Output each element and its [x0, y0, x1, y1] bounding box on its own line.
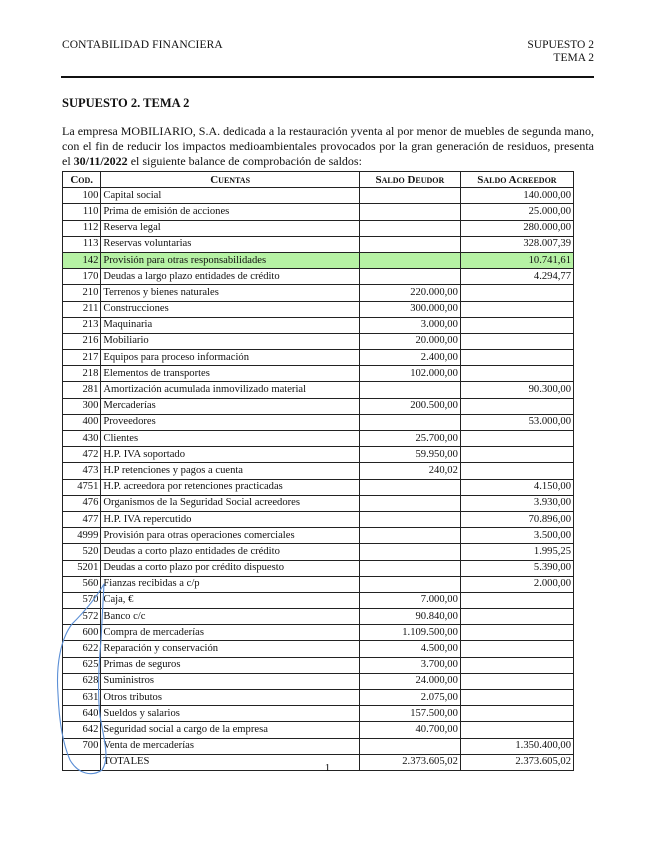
credit-balance — [460, 350, 573, 366]
debit-balance: 20.000,00 — [359, 333, 460, 349]
account-code: 5201 — [63, 560, 101, 576]
account-code: 217 — [63, 350, 101, 366]
table-row — [63, 609, 574, 625]
table-row — [63, 269, 574, 285]
header-topic: TEMA 2 — [553, 52, 594, 64]
account-code: 572 — [63, 609, 101, 625]
table-row — [63, 641, 574, 657]
credit-balance — [460, 317, 573, 333]
debit-balance: 59.950,00 — [359, 447, 460, 463]
debit-balance — [359, 560, 460, 576]
debit-balance — [359, 220, 460, 236]
account-code: 113 — [63, 236, 101, 252]
debit-balance: 90.840,00 — [359, 609, 460, 625]
table-row — [63, 576, 574, 592]
debit-balance: 1.109.500,00 — [359, 625, 460, 641]
debit-balance — [359, 188, 460, 204]
account-code: 700 — [63, 738, 101, 754]
debit-balance: 157.500,00 — [359, 706, 460, 722]
credit-balance: 70.896,00 — [460, 511, 573, 527]
credit-balance — [460, 431, 573, 447]
account-name: Mobiliario — [101, 333, 360, 349]
account-name: Prima de emisión de acciones — [101, 204, 360, 220]
account-code: 170 — [63, 269, 101, 285]
table-row — [63, 528, 574, 544]
account-code: 4999 — [63, 528, 101, 544]
account-name: Amortización acumulada inmovilizado material — [101, 382, 360, 398]
table-row — [63, 479, 574, 495]
debit-balance: 102.000,00 — [359, 366, 460, 382]
account-code: 210 — [63, 285, 101, 301]
account-name: Equipos para proceso información — [101, 350, 360, 366]
table-row — [63, 188, 574, 204]
debit-balance: 2.075,00 — [359, 690, 460, 706]
credit-balance — [460, 706, 573, 722]
debit-balance: 25.700,00 — [359, 431, 460, 447]
account-code: 472 — [63, 447, 101, 463]
credit-balance — [460, 463, 573, 479]
account-code: 640 — [63, 706, 101, 722]
header-cuentas: Cuentas — [101, 172, 360, 188]
account-code: 473 — [63, 463, 101, 479]
debit-balance — [359, 528, 460, 544]
credit-balance — [460, 673, 573, 689]
debit-balance — [359, 382, 460, 398]
credit-balance — [460, 366, 573, 382]
table-row — [63, 722, 574, 738]
account-code: 570 — [63, 592, 101, 608]
account-code: 520 — [63, 544, 101, 560]
account-name: Construcciones — [101, 301, 360, 317]
credit-balance: 1.995,25 — [460, 544, 573, 560]
table-header-row — [63, 172, 574, 188]
table-row — [63, 398, 574, 414]
credit-balance — [460, 609, 573, 625]
account-name: Banco c/c — [101, 609, 360, 625]
debit-balance — [359, 576, 460, 592]
page-number: 1 — [324, 762, 331, 774]
account-name: Terrenos y bienes naturales — [101, 285, 360, 301]
debit-balance: 300.000,00 — [359, 301, 460, 317]
debit-balance — [359, 204, 460, 220]
account-code: 631 — [63, 690, 101, 706]
debit-balance: 220.000,00 — [359, 285, 460, 301]
account-name: Sueldos y salarios — [101, 706, 360, 722]
credit-balance: 4.294,77 — [460, 269, 573, 285]
debit-balance: 24.000,00 — [359, 673, 460, 689]
header-saldo-deudor: Saldo Deudor — [359, 172, 460, 188]
account-name: H.P. IVA repercutido — [101, 511, 360, 527]
credit-balance: 53.000,00 — [460, 414, 573, 430]
credit-balance: 2.373.605,02 — [460, 754, 573, 770]
debit-balance — [359, 414, 460, 430]
account-name: Reservas voluntarias — [101, 236, 360, 252]
credit-balance: 328.007,39 — [460, 236, 573, 252]
account-name: Provisión para otras responsabilidades — [101, 252, 360, 268]
account-name: Compra de mercaderías — [101, 625, 360, 641]
account-code: 560 — [63, 576, 101, 592]
intro-text-before: La empresa MOBILIARIO, S.A. dedicada a la restauración yventa al por menor de muebles de segunda mano, con el fin de reducir los impactos medioambientales provocados por la gran generación de residuos, presenta el — [62, 124, 594, 168]
debit-balance — [359, 236, 460, 252]
account-name: Primas de seguros — [101, 657, 360, 673]
account-code: 400 — [63, 414, 101, 430]
account-name: Deudas a corto plazo por crédito dispuesto — [101, 560, 360, 576]
account-name: TOTALES — [101, 754, 360, 770]
table-row — [63, 285, 574, 301]
account-name: Suministros — [101, 673, 360, 689]
account-code: 100 — [63, 188, 101, 204]
table-row — [63, 252, 574, 268]
account-name: Clientes — [101, 431, 360, 447]
account-code: 622 — [63, 641, 101, 657]
account-code: 642 — [63, 722, 101, 738]
table-row — [63, 414, 574, 430]
account-name: Venta de mercaderías — [101, 738, 360, 754]
table-row — [63, 673, 574, 689]
debit-balance: 40.700,00 — [359, 722, 460, 738]
table-row — [63, 301, 574, 317]
account-name: Deudas a largo plazo entidades de crédito — [101, 269, 360, 285]
debit-balance: 4.500,00 — [359, 641, 460, 657]
account-name: Proveedores — [101, 414, 360, 430]
debit-balance — [359, 252, 460, 268]
credit-balance — [460, 592, 573, 608]
header-case-number: SUPUESTO 2 — [527, 39, 594, 51]
account-code: 112 — [63, 220, 101, 236]
account-code: 216 — [63, 333, 101, 349]
account-name: Provisión para otras operaciones comerciales — [101, 528, 360, 544]
account-code: 476 — [63, 495, 101, 511]
account-code: 110 — [63, 204, 101, 220]
account-code: 625 — [63, 657, 101, 673]
table-row — [63, 382, 574, 398]
account-name: Otros tributos — [101, 690, 360, 706]
header-cod: Cod. — [63, 172, 101, 188]
debit-balance — [359, 495, 460, 511]
account-code: 4751 — [63, 479, 101, 495]
table-row — [63, 625, 574, 641]
table-row — [63, 333, 574, 349]
account-name: Seguridad social a cargo de la empresa — [101, 722, 360, 738]
debit-balance: 7.000,00 — [359, 592, 460, 608]
table-row — [63, 560, 574, 576]
table-row — [63, 706, 574, 722]
credit-balance — [460, 657, 573, 673]
table-row — [63, 657, 574, 673]
table-row — [63, 495, 574, 511]
table-row — [63, 738, 574, 754]
debit-balance: 240,02 — [359, 463, 460, 479]
debit-balance — [359, 479, 460, 495]
table-row — [63, 220, 574, 236]
account-name: Fianzas recibidas a c/p — [101, 576, 360, 592]
credit-balance: 10.741,61 — [460, 252, 573, 268]
credit-balance — [460, 722, 573, 738]
account-name: H.P retenciones y pagos a cuenta — [101, 463, 360, 479]
account-code: 477 — [63, 511, 101, 527]
credit-balance: 5.390,00 — [460, 560, 573, 576]
account-code: 628 — [63, 673, 101, 689]
account-code: 600 — [63, 625, 101, 641]
account-name: Reserva legal — [101, 220, 360, 236]
account-code: 211 — [63, 301, 101, 317]
debit-balance — [359, 544, 460, 560]
intro-date: 30/11/2022 — [73, 154, 128, 168]
table-row — [63, 544, 574, 560]
account-name: Elementos de transportes — [101, 366, 360, 382]
credit-balance: 140.000,00 — [460, 188, 573, 204]
account-name: Deudas a corto plazo entidades de crédito — [101, 544, 360, 560]
table-body — [63, 188, 574, 771]
table-row — [63, 690, 574, 706]
table-row — [63, 511, 574, 527]
account-code: 213 — [63, 317, 101, 333]
table-row — [63, 317, 574, 333]
account-name: Mercaderías — [101, 398, 360, 414]
credit-balance — [460, 690, 573, 706]
header-case-label — [527, 39, 594, 65]
table-row — [63, 463, 574, 479]
header-saldo-acreedor: Saldo Acreedor — [460, 172, 573, 188]
credit-balance: 1.350.400,00 — [460, 738, 573, 754]
credit-balance: 3.500,00 — [460, 528, 573, 544]
account-name: Maquinaria — [101, 317, 360, 333]
account-name: Organismos de la Seguridad Social acreedores — [101, 495, 360, 511]
table-row — [63, 431, 574, 447]
credit-balance: 280.000,00 — [460, 220, 573, 236]
table-row — [63, 236, 574, 252]
credit-balance — [460, 447, 573, 463]
credit-balance — [460, 301, 573, 317]
credit-balance — [460, 625, 573, 641]
credit-balance — [460, 333, 573, 349]
credit-balance — [460, 641, 573, 657]
debit-balance: 3.700,00 — [359, 657, 460, 673]
account-code: 300 — [63, 398, 101, 414]
credit-balance: 25.000,00 — [460, 204, 573, 220]
credit-balance — [460, 285, 573, 301]
account-name: H.P. IVA soportado — [101, 447, 360, 463]
debit-balance — [359, 269, 460, 285]
account-name: Reparación y conservación — [101, 641, 360, 657]
intro-text-after: el siguiente balance de comprobación de saldos: — [127, 154, 362, 168]
intro-paragraph — [62, 124, 594, 169]
table-row — [63, 350, 574, 366]
credit-balance: 90.300,00 — [460, 382, 573, 398]
table-row — [63, 447, 574, 463]
account-code: 430 — [63, 431, 101, 447]
trial-balance-table — [62, 171, 574, 771]
credit-balance — [460, 398, 573, 414]
debit-balance — [359, 738, 460, 754]
debit-balance — [359, 511, 460, 527]
credit-balance: 2.000,00 — [460, 576, 573, 592]
account-code: 281 — [63, 382, 101, 398]
account-name: Caja, € — [101, 592, 360, 608]
table-row — [63, 366, 574, 382]
account-code: 218 — [63, 366, 101, 382]
debit-balance: 3.000,00 — [359, 317, 460, 333]
account-name: H.P. acreedora por retenciones practicadas — [101, 479, 360, 495]
debit-balance: 2.373.605,02 — [359, 754, 460, 770]
document-title: SUPUESTO 2. TEMA 2 — [62, 96, 190, 110]
debit-balance: 200.500,00 — [359, 398, 460, 414]
debit-balance: 2.400,00 — [359, 350, 460, 366]
credit-balance: 3.930,00 — [460, 495, 573, 511]
header-subject: CONTABILIDAD FINANCIERA — [62, 39, 223, 51]
credit-balance: 4.150,00 — [460, 479, 573, 495]
table-row — [63, 204, 574, 220]
account-code: 142 — [63, 252, 101, 268]
account-name: Capital social — [101, 188, 360, 204]
header-divider — [61, 76, 594, 78]
table-row — [63, 592, 574, 608]
